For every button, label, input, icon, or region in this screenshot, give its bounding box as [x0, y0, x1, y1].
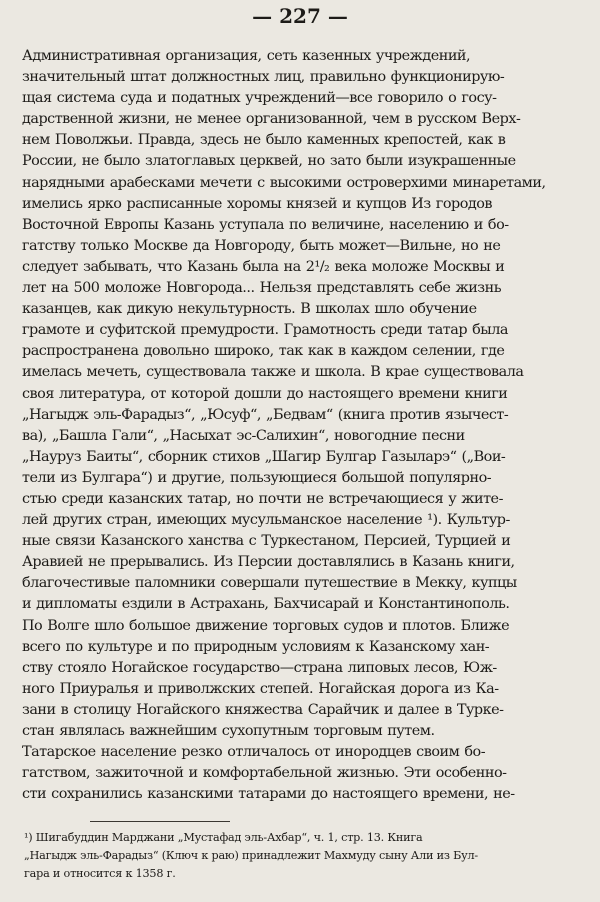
text-line: Административная организация, сеть казенных учреждений, — [22, 48, 471, 64]
text-line: По Волге шло большое движение торговых судов и плотов. Ближе — [22, 617, 510, 634]
text-line: имелись ярко расписанные хоромы князей и купцов Из городов — [22, 195, 492, 212]
text-line: зани в столицу Ногайского княжества Сарайчик и далее в Турке- — [22, 701, 504, 718]
text-line: лет на 500 моложе Новгорода... Нельзя представлять себе жизнь — [22, 280, 502, 297]
text-line: нарядными арабесками мечети с высокими островерхими минаретами, — [22, 174, 546, 191]
text-line: стан являлась важнейшим сухопутным торговым путем. — [22, 723, 435, 739]
main-text — [22, 46, 584, 805]
text-line: щая система суда и податных учреждений—все говорило о госу- — [22, 90, 497, 107]
text-line: ного Приуралья и приволжских степей. Ногайская дорога из Ка- — [22, 680, 499, 697]
text-line: значительный штат должностных лиц, правильно функционирую- — [22, 69, 505, 86]
footnote-line: гара и относится к 1358 г. — [24, 867, 176, 880]
text-line: Аравией не прерывались. Из Персии доставлялись в Казань книги, — [22, 554, 515, 571]
text-line: ству стояло Ногайское государство—страна липовых лесов, Юж- — [22, 659, 497, 676]
text-line: гатству только Москве да Новгороду, быть может—Вильне, но не — [22, 237, 501, 254]
text-line: нем Поволжьи. Правда, здесь не было каменных крепостей, как в — [22, 132, 506, 149]
text-line: тели из Булгара“) и другие, пользующиеся большой популярно- — [22, 469, 492, 486]
text-line: имелась мечеть, существовала также и школа. В крае существовала — [22, 364, 524, 381]
footnote-divider — [90, 821, 230, 822]
text-line: ные связи Казанского ханства с Туркестаном, Персией, Турцией и — [22, 533, 511, 550]
text-line: распространена довольно широко, так как в каждом селении, где — [22, 343, 505, 360]
footnote-line: ¹) Шигабуддин Марджани „Мустафад эль-Ахбар“, ч. 1, стр. 13. Книга — [24, 831, 423, 844]
text-line: стью среди казанских татар, но почти не встречающиеся у жите- — [22, 490, 503, 507]
text-line: своя литература, от которой дошли до настоящего времени книги — [22, 385, 508, 402]
footnote-line: „Нагыдж эль-Фарадыз“ (Ключ к раю) принадлежит Махмуду сыну Али из Бул- — [24, 849, 479, 862]
text-line: всего по культуре и по природным условиям к Казанскому хан- — [22, 638, 490, 655]
footnotes — [24, 829, 584, 883]
text-line: благочестивые паломники совершали путешествие в Мекку, купцы — [22, 575, 517, 592]
text-line: лей других стран, имеющих мусульманское население ¹). Культур- — [22, 512, 510, 529]
text-line: грамоте и суфитской премудрости. Грамотность среди татар была — [22, 322, 508, 339]
text-line: Восточной Европы Казань уступала по величине, населению и бо- — [22, 216, 509, 233]
text-line: гатством, зажиточной и комфортабельной жизнью. Эти особенно- — [22, 765, 507, 782]
text-line: России, не было златоглавых церквей, но зато были изукрашенные — [22, 153, 516, 170]
text-line: дарственной жизни, не менее организованной, чем в русском Верх- — [22, 111, 521, 128]
text-line: „Науруз Баиты“, сборник стихов „Шагир Булгар Газыларэ“ („Вои- — [22, 448, 506, 465]
text-line: следует забывать, что Казань была на 2¹/₂ века моложе Москвы и — [22, 258, 505, 275]
text-line: Татарское население резко отличалось от инородцев своим бо- — [22, 744, 486, 761]
text-line: сти сохранились казанскими татарами до настоящего времени, не- — [22, 786, 515, 803]
text-line: и дипломаты ездили в Астрахань, Бахчисарай и Константинополь. — [22, 596, 510, 613]
text-line: казанцев, как дикую некультурность. В школах шло обучение — [22, 301, 477, 318]
page-number: — 227 — — [252, 4, 348, 28]
text-line: „Нагыдж эль-Фарадыз“, „Юсуф“, „Бедвам“ (книга против язычест- — [22, 406, 509, 423]
text-line: ва), „Башла Гали“, „Насыхат эс-Салихин“, новогодние песни — [22, 427, 465, 444]
